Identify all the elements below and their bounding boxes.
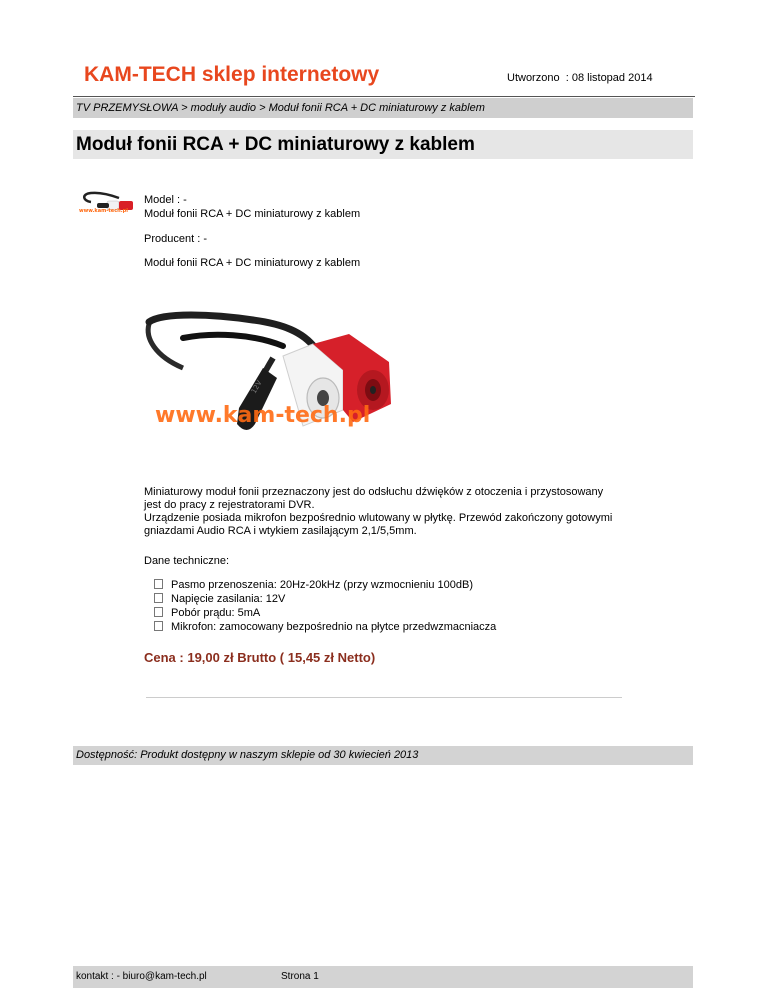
bullet-box-icon [154, 579, 163, 589]
product-thumbnail [77, 188, 137, 218]
model-line: Model : - [144, 194, 187, 206]
price: Cena : 19,00 zł Brutto ( 15,45 zł Netto) [144, 650, 376, 665]
price-divider [146, 697, 622, 698]
spec-item [154, 578, 496, 592]
bullet-box-icon [154, 607, 163, 617]
description-line: gniazdami Audio RCA i wtykiem zasilającym 2,1/5,5mm. [144, 525, 417, 537]
product-short-name: Moduł fonii RCA + DC miniaturowy z kablem [144, 257, 361, 269]
specs-list [154, 578, 496, 634]
spec-text: Napięcie zasilania: 12V [171, 593, 286, 605]
bullet-box-icon [154, 621, 163, 631]
product-image [143, 298, 415, 440]
created-date-value: 08 listopad 2014 [571, 72, 653, 84]
header-divider [73, 96, 695, 97]
svg-text:www.kam-tech.pl: www.kam-tech.pl [79, 208, 128, 214]
spec-text: Pasmo przenoszenia: 20Hz-20kHz (przy wzmocnieniu 100dB) [171, 579, 474, 591]
page-title: Moduł fonii RCA + DC miniaturowy z kablem [73, 130, 693, 159]
created-separator: : [565, 72, 569, 84]
availability: Dostępność: Produkt dostępny w naszym sklepie od 30 kwiecień 2013 [73, 746, 693, 765]
producer-line: Producent : - [144, 233, 207, 245]
created-date [507, 72, 653, 84]
bullet-box-icon [154, 593, 163, 603]
page-number: Strona 1 [281, 971, 319, 982]
description-line: Miniaturowy moduł fonii przeznaczony jest do odsłuchu dźwięków z otoczenia i przystosowany [144, 486, 604, 498]
shop-title: KAM-TECH sklep internetowy [84, 63, 380, 86]
spec-item [154, 592, 496, 606]
created-label: Utworzono [507, 72, 560, 84]
breadcrumb: TV PRZEMYSŁOWA > moduły audio > Moduł fonii RCA + DC miniaturowy z kablem [73, 98, 693, 118]
footer [73, 966, 693, 988]
footer-contact: kontakt : - biuro@kam-tech.pl [76, 971, 207, 982]
description-line: Urządzenie posiada mikrofon bezpośrednio wlutowany w płytkę. Przewód zakończony gotowymi [144, 512, 613, 524]
spec-item [154, 620, 496, 634]
spec-text: Pobór prądu: 5mA [171, 607, 261, 619]
product-description [144, 486, 664, 538]
specs-title: Dane techniczne: [144, 555, 229, 567]
model-name: Moduł fonii RCA + DC miniaturowy z kablem [144, 208, 361, 220]
spec-item [154, 606, 496, 620]
description-line: jest do pracy z rejestratorami DVR. [144, 499, 315, 511]
svg-text:12V: 12V [249, 379, 264, 395]
image-watermark: www.kam-tech.pl [155, 403, 371, 428]
spec-text: Mikrofon: zamocowany bezpośrednio na płytce przedwzmacniacza [171, 621, 497, 633]
